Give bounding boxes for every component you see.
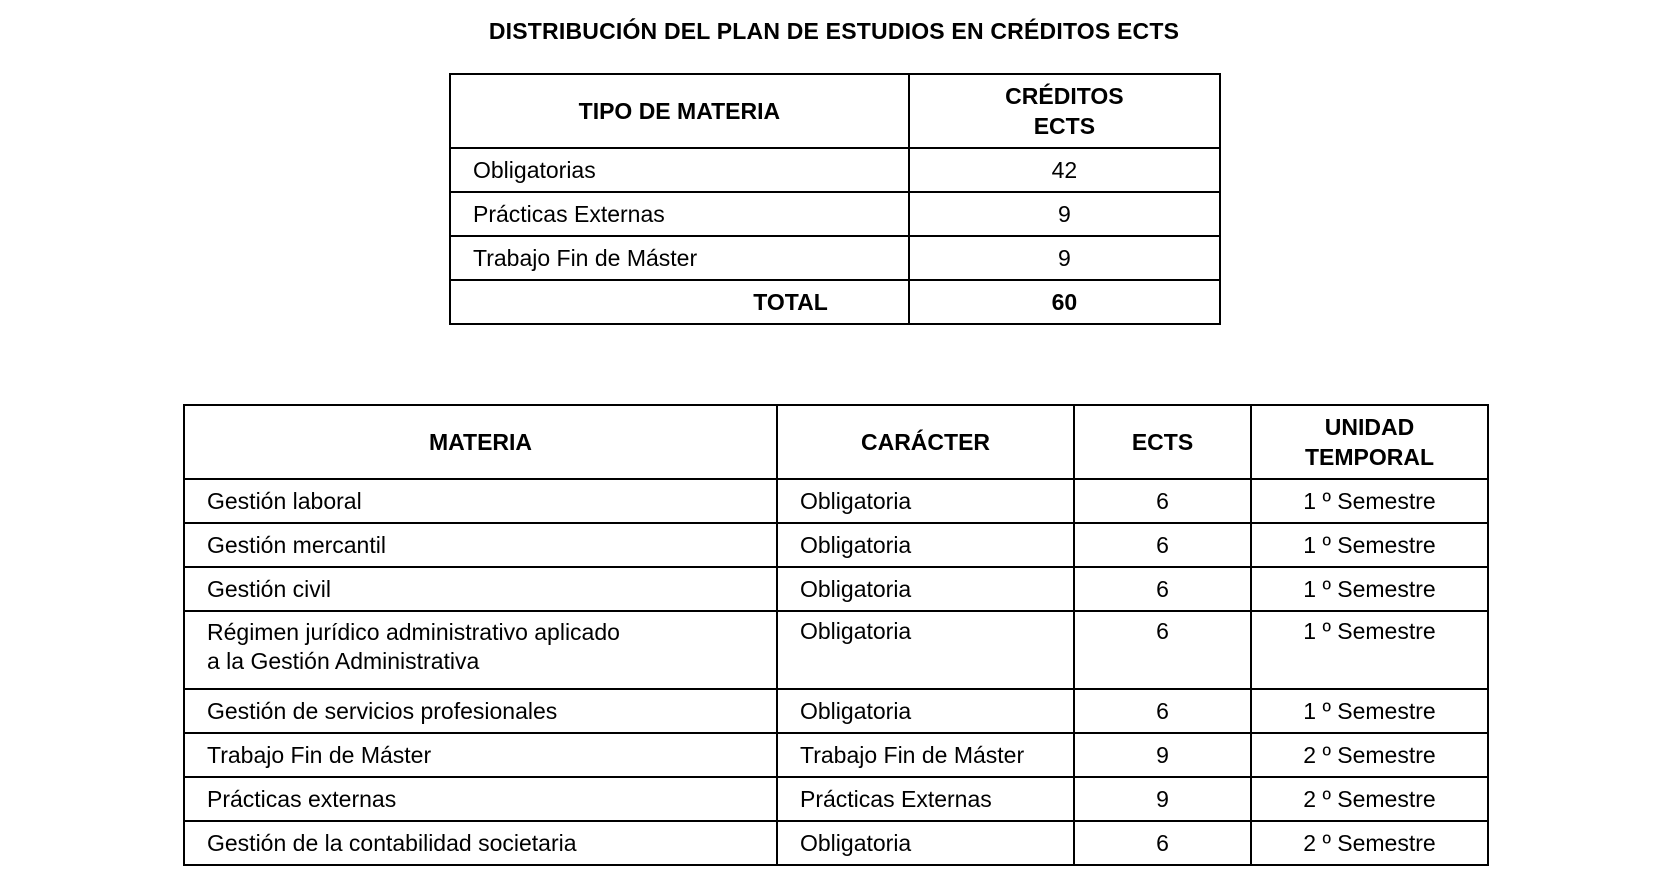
cell-caracter: Obligatoria <box>777 479 1074 523</box>
table-row <box>184 777 1488 821</box>
header-creditos-line1: CRÉDITOS <box>1005 83 1124 109</box>
table-row <box>184 523 1488 567</box>
detail-header-row <box>184 405 1488 479</box>
document-title: DISTRIBUCIÓN DEL PLAN DE ESTUDIOS EN CRÉDITOS ECTS <box>488 18 1180 44</box>
cell-materia: Gestión mercantil <box>184 523 777 567</box>
cell-materia: Gestión de servicios profesionales <box>184 689 777 733</box>
header-unidad-temporal <box>1251 405 1488 479</box>
summary-tipo: Prácticas Externas <box>450 192 909 236</box>
header-creditos-ects <box>909 74 1220 148</box>
cell-materia: Gestión de la contabilidad societaria <box>184 821 777 865</box>
cell-unidad: 1 º Semestre <box>1251 479 1488 523</box>
table-row <box>184 479 1488 523</box>
cell-unidad: 2 º Semestre <box>1251 733 1488 777</box>
cell-materia: Gestión civil <box>184 567 777 611</box>
cell-materia: Trabajo Fin de Máster <box>184 733 777 777</box>
cell-unidad: 1 º Semestre <box>1251 689 1488 733</box>
detail-table <box>183 404 1489 866</box>
cell-caracter: Trabajo Fin de Máster <box>777 733 1074 777</box>
cell-ects: 6 <box>1074 479 1251 523</box>
summary-creditos: 9 <box>909 236 1220 280</box>
cell-caracter: Obligatoria <box>777 523 1074 567</box>
cell-ects: 6 <box>1074 567 1251 611</box>
cell-ects: 9 <box>1074 733 1251 777</box>
summary-row <box>450 192 1220 236</box>
summary-table <box>449 73 1221 325</box>
cell-unidad: 1 º Semestre <box>1251 611 1488 689</box>
header-ects: ECTS <box>1074 405 1251 479</box>
summary-tipo: Trabajo Fin de Máster <box>450 236 909 280</box>
header-tipo-materia: TIPO DE MATERIA <box>450 74 909 148</box>
cell-caracter: Obligatoria <box>777 821 1074 865</box>
cell-materia-line1: Régimen jurídico administrativo aplicado <box>207 619 620 645</box>
cell-materia <box>184 611 777 689</box>
summary-creditos: 42 <box>909 148 1220 192</box>
cell-ects: 6 <box>1074 689 1251 733</box>
header-creditos-line2: ECTS <box>1033 113 1096 139</box>
cell-ects: 6 <box>1074 821 1251 865</box>
summary-tipo: Obligatorias <box>450 148 909 192</box>
summary-total-label: TOTAL <box>450 280 909 324</box>
summary-row <box>450 148 1220 192</box>
cell-ects: 9 <box>1074 777 1251 821</box>
summary-row <box>450 236 1220 280</box>
cell-materia-line2: a la Gestión Administrativa <box>207 648 480 674</box>
cell-materia: Prácticas externas <box>184 777 777 821</box>
cell-caracter: Obligatoria <box>777 611 1074 689</box>
summary-total-row <box>450 280 1220 324</box>
summary-creditos: 9 <box>909 192 1220 236</box>
summary-header-row <box>450 74 1220 148</box>
cell-materia: Gestión laboral <box>184 479 777 523</box>
cell-unidad: 1 º Semestre <box>1251 567 1488 611</box>
header-materia: MATERIA <box>184 405 777 479</box>
cell-unidad: 2 º Semestre <box>1251 777 1488 821</box>
table-row <box>184 733 1488 777</box>
header-caracter: CARÁCTER <box>777 405 1074 479</box>
cell-ects: 6 <box>1074 611 1251 689</box>
cell-caracter: Obligatoria <box>777 567 1074 611</box>
cell-caracter: Obligatoria <box>777 689 1074 733</box>
summary-total-value: 60 <box>909 280 1220 324</box>
header-unidad-line2: TEMPORAL <box>1304 444 1435 470</box>
table-row <box>184 689 1488 733</box>
cell-unidad: 1 º Semestre <box>1251 523 1488 567</box>
header-unidad-line1: UNIDAD <box>1324 414 1415 440</box>
table-row <box>184 611 1488 689</box>
table-row <box>184 567 1488 611</box>
cell-ects: 6 <box>1074 523 1251 567</box>
table-row <box>184 821 1488 865</box>
cell-caracter: Prácticas Externas <box>777 777 1074 821</box>
cell-unidad: 2 º Semestre <box>1251 821 1488 865</box>
